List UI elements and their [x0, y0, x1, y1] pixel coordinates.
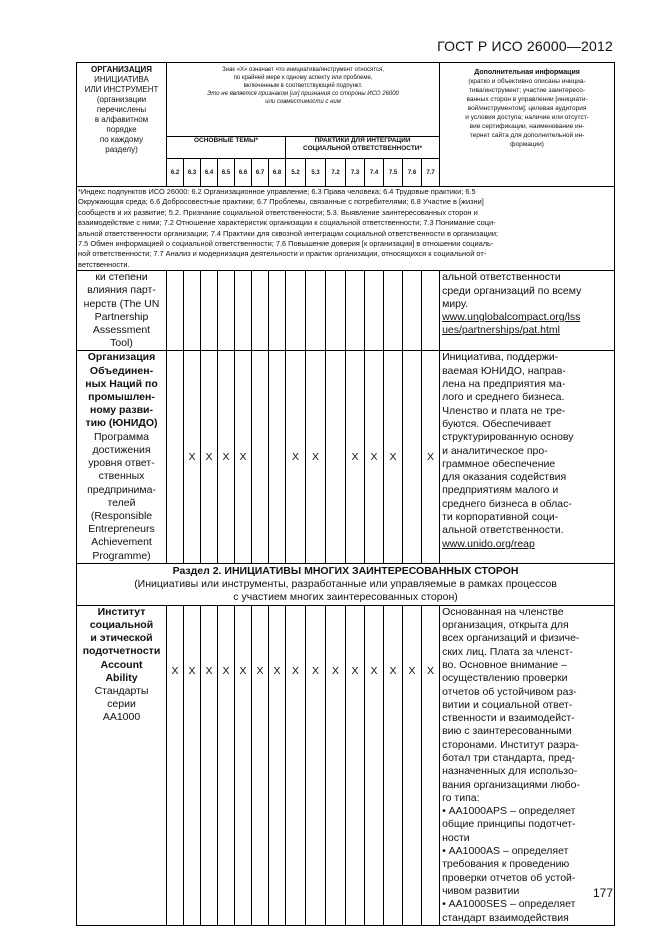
org-line: уровня ответ-: [88, 457, 155, 470]
org-name-line: Организация: [87, 351, 156, 364]
info-cell: [440, 605, 615, 925]
mark-cell-6-7: X: [252, 605, 269, 925]
mark-cell-7-5: X: [384, 605, 403, 925]
additional-info-line: ванных сторон в управлении [инициати-: [466, 96, 588, 103]
column-header-6-4: 6.4: [201, 159, 218, 187]
mark-cell-6-2: [167, 271, 184, 351]
info-line: проверки отчетов об устой-: [442, 871, 576, 884]
org-name-line: Институт: [97, 605, 146, 618]
mark-cell-5-3: [306, 271, 326, 351]
mark-cell-5-2: X: [286, 605, 306, 925]
initiatives-table: [76, 62, 615, 926]
info-line: предприятиям малого и: [442, 484, 559, 497]
mark-cell-7-2: X: [326, 605, 346, 925]
mark-cell-6-6: [235, 271, 252, 351]
column-header-6-8: 6.8: [269, 159, 286, 187]
column-header-6-6: 6.6: [235, 159, 252, 187]
mark-cell-7-3: X: [346, 351, 365, 563]
mark-note: [167, 63, 440, 137]
org-line: Partnership: [94, 310, 149, 323]
mark-cell-7-7: X: [422, 351, 440, 563]
index-note-line: Окружающая среда; 6.6 Добросовестные практики; 6.7 Проблемы, связанные с потребителями; 6.8 Участие в [жизни]: [78, 197, 484, 207]
mark-cell-7-2: [326, 351, 346, 563]
mark-cell-7-4: [365, 271, 384, 351]
info-line: альной ответственности: [442, 271, 561, 284]
org-line: влияния парт-: [87, 284, 156, 297]
info-cell: [440, 351, 615, 563]
mark-cell-5-3: X: [306, 605, 326, 925]
mark-cell-7-3: X: [346, 605, 365, 925]
column-header-7-7: 7.7: [422, 159, 440, 187]
info-line: осуществлению проверки: [442, 672, 568, 685]
org-line: ственных: [98, 470, 145, 483]
org-line: Achievement: [91, 536, 152, 549]
mark-cell-7-7: X: [422, 605, 440, 925]
practices-header-line: ПРАКТИКИ ДЛЯ ИНТЕГРАЦИИ: [314, 137, 411, 144]
mark-cell-6-6: X: [235, 605, 252, 925]
info-line: организация, открыта для: [442, 619, 569, 632]
info-line: • АА1000AS – определяет: [442, 845, 569, 858]
mark-cell-6-8: X: [269, 605, 286, 925]
org-name-line: ных Наций по: [85, 377, 158, 390]
mark-cell-7-6: [403, 271, 422, 351]
org-line: Стандарты: [94, 684, 149, 697]
info-line: среди организаций по всему: [442, 284, 582, 297]
info-line: альной ответственности.: [442, 524, 564, 537]
practices-header-line: СОЦИАЛЬНОЙ ОТВЕТСТВЕННОСТИ*: [303, 145, 422, 152]
index-note-line: взаимодействие с ними; 7.2 Отношение характеристик организации к социальной ответственности; 7.3 Понимание соци-: [78, 218, 496, 228]
practices-header: [286, 137, 440, 159]
mark-cell-7-6: [403, 351, 422, 563]
info-line: ти корпоративной соци-: [442, 511, 559, 524]
info-line: требования к проведению: [442, 858, 570, 871]
mark-cell-6-4: X: [201, 605, 218, 925]
org-cell: [77, 271, 167, 351]
index-note-line: ветственности.: [78, 259, 130, 269]
additional-info-line: тернет сайта для дополнительной ин-: [469, 132, 585, 139]
index-note-line: ной ответственности; 7.7 Анализ и модернизация деятельности и практик организации, относящихся к социальной от-: [78, 249, 487, 259]
mark-cell-6-4: [201, 271, 218, 351]
info-line: структурированную основу: [442, 431, 574, 444]
org-line: Tool): [110, 337, 133, 350]
org-line: достижения: [92, 443, 151, 456]
column-header-6-2: 6.2: [167, 159, 184, 187]
mark-cell-6-3: X: [184, 351, 201, 563]
org-header-line: ИЛИ ИНСТРУМЕНТ: [84, 85, 159, 94]
org-line: Программа: [93, 430, 149, 443]
mark-note-line: или совместимости с ним: [265, 99, 341, 105]
info-line: ботал три стандарта, пред-: [442, 751, 575, 764]
org-header-line: ОРГАНИЗАЦИЯ: [90, 65, 153, 74]
org-name-line: Ability: [105, 671, 138, 684]
info-link: www.unido.org/reap: [442, 537, 535, 550]
info-line: для оказания содействия: [442, 471, 567, 484]
mark-cell-6-5: X: [218, 605, 235, 925]
info-line: Основанная на членстве: [442, 605, 564, 618]
mark-cell-6-7: [252, 271, 269, 351]
info-line: во. Основное внимание –: [442, 658, 567, 671]
mark-cell-7-3: [346, 271, 365, 351]
org-line: Programme): [92, 549, 151, 562]
org-name-line: подотчетности: [82, 645, 161, 658]
info-line: ности: [442, 831, 470, 844]
org-line: (Responsible: [90, 509, 153, 522]
mark-cell-6-3: X: [184, 605, 201, 925]
info-line: общие принципы подотчет-: [442, 818, 576, 831]
info-line: витии и социальной ответ-: [442, 698, 573, 711]
org-header-line: в алфавитном: [94, 115, 149, 124]
mark-cell-7-4: X: [365, 351, 384, 563]
org-line: нерств (The UN: [83, 297, 160, 310]
mark-cell-6-2: [167, 351, 184, 563]
info-line: миру.: [442, 297, 468, 310]
index-note: [77, 187, 615, 271]
org-line: Assessment: [92, 324, 151, 337]
column-header-5-3: 5.3: [306, 159, 326, 187]
info-line: и аналитическое про-: [442, 444, 548, 457]
mark-cell-7-6: X: [403, 605, 422, 925]
additional-info-title: Дополнительная информация: [474, 69, 580, 76]
column-header-6-5: 6.5: [218, 159, 235, 187]
org-header-line: перечислены: [96, 105, 147, 114]
org-header-line: по каждому: [99, 135, 144, 144]
index-note-line: сообществ и их развитие; 5.2. Признание социальной ответственности; 5.3. Выявление заинтересованных сторон и: [78, 207, 478, 217]
org-name-line: социальной: [89, 618, 154, 631]
column-header-7-4: 7.4: [365, 159, 384, 187]
info-line: среднего бизнеса в облас-: [442, 497, 572, 510]
org-name-line: промышлен-: [88, 391, 155, 404]
mark-note-line: Знак «Х» означает что инициатива/инструмент относятся,: [222, 67, 384, 73]
org-name-line: Account: [100, 658, 143, 671]
additional-info-line: (кратко и объективно описаны инициа-: [468, 78, 586, 85]
column-header-5-2: 5.2: [286, 159, 306, 187]
mark-cell-7-5: [384, 271, 403, 351]
mark-note-line: Это не является признаком [их] признания со стороны ИСО 26000: [207, 91, 399, 97]
info-line: ваемая ЮНИДО, направ-: [442, 364, 566, 377]
mark-cell-6-2: X: [167, 605, 184, 925]
column-header-7-5: 7.5: [384, 159, 403, 187]
mark-cell-5-2: [286, 271, 306, 351]
info-line: Членство и плата не тре-: [442, 404, 566, 417]
org-column-header: [77, 63, 167, 187]
mark-cell-5-2: X: [286, 351, 306, 563]
mark-cell-6-8: [269, 271, 286, 351]
info-line: ских лиц. Плата за членст-: [442, 645, 573, 658]
info-line: граммное обеспечение: [442, 457, 556, 470]
index-note-line: альной ответственности организации; 7.4 Практики для сквозной интеграции социальной ответственности в организации;: [78, 228, 499, 238]
info-link: ues/partnerships/pat.html: [442, 324, 560, 337]
info-link: www.unglobalcompact.org/lss: [442, 311, 581, 324]
info-line: • АА1000SES – определяет: [442, 898, 576, 911]
info-line: отчетов об устойчивом раз-: [442, 685, 577, 698]
mark-cell-6-4: X: [201, 351, 218, 563]
additional-info-line: и условия доступа; наличие или отсутст-: [465, 114, 589, 121]
org-line: предпринима-: [87, 483, 156, 496]
section2-subtitle-line: с участием многих заинтересованных сторон): [233, 590, 458, 603]
org-header-line: ИНИЦИАТИВА: [94, 75, 149, 84]
additional-info-line: вой/инструментом]; целевая аудитория: [467, 105, 587, 112]
mark-note-line: по крайней мере к одному аспекту или проблеме,: [233, 75, 373, 81]
mark-note-line: включенным в соответствующий подпункт.: [243, 83, 363, 89]
org-line: АА1000: [102, 711, 141, 724]
additional-info-line: вие сертификации, наименование ин-: [469, 123, 585, 130]
info-line: всех организаций и физиче-: [442, 632, 580, 645]
org-header-line: (организации: [96, 95, 147, 104]
org-line: серии: [107, 698, 136, 711]
org-cell: [77, 605, 167, 925]
info-line: Инициатива, поддержи-: [442, 351, 559, 364]
mark-cell-6-6: X: [235, 351, 252, 563]
page-number: 177: [592, 886, 613, 900]
additional-info-header: [440, 63, 615, 187]
column-header-6-3: 6.3: [184, 159, 201, 187]
info-line: вания организациями любо-: [442, 778, 580, 791]
info-line: ственности и взаимодейст-: [442, 712, 575, 725]
org-cell: [77, 351, 167, 563]
mark-cell-7-7: [422, 271, 440, 351]
section2-title: Раздел 2. ИНИЦИАТИВЫ МНОГИХ ЗАИНТЕРЕСОВАННЫХ СТОРОН: [172, 564, 519, 577]
additional-info-line: тива/инструмент; участие заинтересо-: [469, 87, 586, 94]
org-name-line: тию (ЮНИДО): [85, 417, 158, 430]
mark-cell-6-5: [218, 271, 235, 351]
mark-cell-7-4: X: [365, 605, 384, 925]
org-line: Entrepreneurs: [88, 523, 155, 536]
column-header-7-2: 7.2: [326, 159, 346, 187]
info-cell: [440, 271, 615, 351]
column-header-6-7: 6.7: [252, 159, 269, 187]
core-subjects-header: ОСНОВНЫЕ ТЕМЫ*: [167, 137, 286, 159]
org-header-line: порядке: [106, 125, 137, 134]
column-header-7-6: 7.6: [403, 159, 422, 187]
info-line: буются. Обеспечивает: [442, 417, 552, 430]
mark-cell-5-3: X: [306, 351, 326, 563]
mark-cell-7-5: X: [384, 351, 403, 563]
mark-cell-7-2: [326, 271, 346, 351]
page-header: ГОСТ Р ИСО 26000—2012: [437, 38, 613, 54]
info-line: вию с заинтересованными: [442, 725, 572, 738]
org-name-line: и этической: [90, 632, 153, 645]
org-name-line: Объединен-: [89, 364, 154, 377]
section2-subtitle-line: (Инициативы или инструменты, разработанные или управляемые в рамках процессов: [134, 577, 557, 590]
mark-cell-6-3: [184, 271, 201, 351]
info-line: го типа:: [442, 791, 480, 804]
index-note-line: 7.5 Обмен информацией о социальной ответственности; 7.6 Повышение доверия [к организации] в отношении социаль-: [78, 239, 494, 249]
org-header-line: разделу): [105, 145, 138, 154]
info-line: назначенных для использо-: [442, 765, 578, 778]
section2-header: [77, 563, 615, 605]
info-line: лого и среднего бизнеса.: [442, 391, 565, 404]
info-line: стандарт взаимодействия: [442, 911, 569, 924]
additional-info-line: формации): [510, 141, 544, 148]
mark-cell-6-5: X: [218, 351, 235, 563]
column-header-7-3: 7.3: [346, 159, 365, 187]
org-line: ки степени: [95, 271, 148, 284]
mark-cell-6-7: [252, 351, 269, 563]
info-line: чивом развитии: [442, 884, 520, 897]
org-line: телей: [107, 496, 136, 509]
index-note-line: *Индекс подпунктов ИСО 26000: 6.2 Организационное управление; 6.3 Права человека; 6.4 Трудовые практики; 6.5: [78, 187, 476, 196]
info-line: лена на предприятия ма-: [442, 378, 566, 391]
info-line: сторонами. Институт разра-: [442, 738, 579, 751]
org-name-line: ному разви-: [89, 404, 153, 417]
info-line: • АА1000APS – определяет: [442, 805, 576, 818]
mark-cell-6-8: [269, 351, 286, 563]
